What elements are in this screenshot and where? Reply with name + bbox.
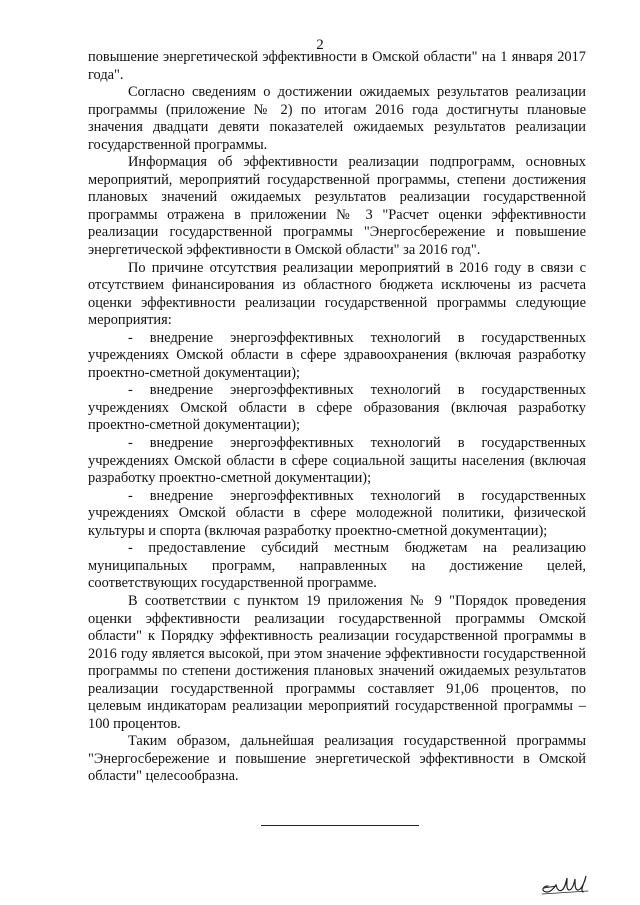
list-item-subsidies: - предоставление субсидий местным бюджетам на реализацию муниципальных программ, направленных на достижение целей, соответствующих государственной программе. <box>88 540 586 592</box>
paragraph-excluded-measures: По причине отсутствия реализации мероприятий в 2016 году в связи с отсутствием финансирования из областного бюджета исключены из расчета оценки эффективности реализации государственной программы следующие мероприятия: <box>88 259 586 329</box>
list-item-education: - внедрение энергоэффективных технологий в государственных учреждениях Омской области в сфере образования (включая разработку проектно-сметной документации); <box>88 382 586 434</box>
document-body <box>88 49 586 786</box>
signature-initials-icon <box>538 870 590 896</box>
list-item-youth-sports: - внедрение энергоэффективных технологий в государственных учреждениях Омской области в сфере молодежной политики, физической культуры и спорта (включая разработку проектно-сметной документации); <box>88 487 586 539</box>
paragraph-efficiency-info: Информация об эффективности реализации подпрограмм, основных мероприятий, мероприятий государственной программы, степени достижения плановых значений ожидаемых результатов реализации государственной программы отражена в приложении № 3 "Расчет оценки эффективности реализации государственной программы "Энергосбережение и повышение энергетической эффективности в Омской области" за 2016 год". <box>88 154 586 259</box>
paragraph-assessment: В соответствии с пунктом 19 приложения № 9 "Порядок проведения оценки эффективности реализации государственной программы Омской области" к Порядку эффективность реализации государственной программы в 2016 году является высокой, при этом значение эффективности государственной программы по степени достижения плановых значений ожидаемых результатов реализации государственной программы составляет 91,06 процентов, по целевым индикаторам реализации мероприятий государственной программы – 100 процентов. <box>88 592 586 732</box>
paragraph-results: Согласно сведениям о достижении ожидаемых результатов реализации программы (приложение № 2) по итогам 2016 года достигнуты плановые значения двадцати девяти показателей ожидаемых результатов реализации государственной программы. <box>88 84 586 153</box>
paragraph-conclusion: Таким образом, дальнейшая реализация государственной программы "Энергосбережение и повышение энергетической эффективности в Омской области" целесообразна. <box>88 733 586 785</box>
paragraph-continuation: повышение энергетической эффективности в Омской области" на 1 января 2017 года". <box>88 49 586 83</box>
page-number: 2 <box>316 37 324 53</box>
list-item-social-protection: - внедрение энергоэффективных технологий в государственных учреждениях Омской области в сфере социальной защиты населения (включая разработку проектно-сметной документации); <box>88 435 586 487</box>
end-separator-line <box>261 825 419 826</box>
list-item-healthcare: - внедрение энергоэффективных технологий в государственных учреждениях Омской области в сфере здравоохранения (включая разработку проектно-сметной документации); <box>88 329 586 381</box>
